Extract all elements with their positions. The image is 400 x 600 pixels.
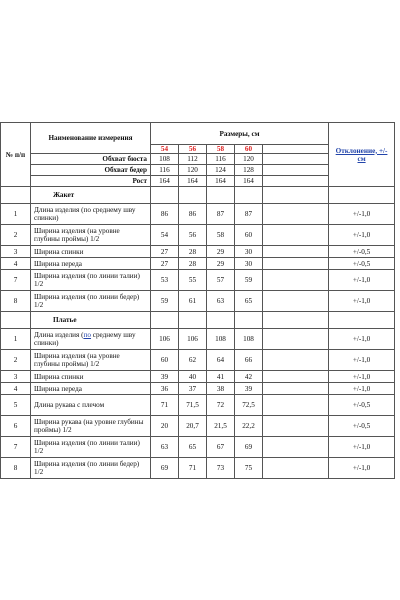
- measurement-value: 20,7: [179, 416, 207, 437]
- deviation-value: +/-1,0: [329, 329, 395, 350]
- param-label: Рост: [31, 176, 151, 187]
- measurement-value: 106: [151, 329, 179, 350]
- empty-cell: [235, 312, 263, 329]
- measurement-value: 39: [151, 371, 179, 383]
- measurement-value: 63: [151, 437, 179, 458]
- param-value: 164: [151, 176, 179, 187]
- measurement-value: 40: [179, 371, 207, 383]
- param-value: 108: [151, 154, 179, 165]
- empty-cell: [151, 187, 179, 204]
- empty-cell: [263, 225, 329, 246]
- row-number: 4: [1, 383, 31, 395]
- row-number: 3: [1, 246, 31, 258]
- measurement-value: 71,5: [179, 395, 207, 416]
- measurement-value: 21,5: [207, 416, 235, 437]
- measurement-value: 106: [179, 329, 207, 350]
- measurement-value: 42: [235, 371, 263, 383]
- measurement-row: [1, 204, 395, 225]
- size-56: 56: [179, 145, 207, 154]
- row-number: 6: [1, 416, 31, 437]
- measurement-value: 20: [151, 416, 179, 437]
- empty-cell: [263, 246, 329, 258]
- measurement-value: 38: [207, 383, 235, 395]
- empty-cell: [207, 312, 235, 329]
- measurement-value: 59: [235, 270, 263, 291]
- empty-cell: [263, 350, 329, 371]
- empty-cell: [151, 312, 179, 329]
- row-number: 1: [1, 329, 31, 350]
- empty-cell: [263, 187, 329, 204]
- empty-cell: [235, 187, 263, 204]
- measurement-name: Ширина изделия (на уровне глубины проймы) 1/2: [31, 350, 151, 371]
- measurement-value: 86: [179, 204, 207, 225]
- row-number: 3: [1, 371, 31, 383]
- measurement-name: Длина рукава с плечом: [31, 395, 151, 416]
- measurement-value: 29: [207, 246, 235, 258]
- measurement-value: 22,2: [235, 416, 263, 437]
- measurement-value: 72: [207, 395, 235, 416]
- measurement-name: Ширина переда: [31, 383, 151, 395]
- empty-cell: [263, 204, 329, 225]
- section-header-row: [1, 312, 395, 329]
- measurement-value: 73: [207, 458, 235, 479]
- measurement-value: 69: [235, 437, 263, 458]
- measurement-name: Ширина изделия (по линии талии) 1/2: [31, 270, 151, 291]
- size-chart-table: [0, 122, 395, 479]
- param-value: 120: [235, 154, 263, 165]
- row-number: 8: [1, 458, 31, 479]
- param-label: Обхват бедер: [31, 165, 151, 176]
- measurement-name: Ширина спинки: [31, 371, 151, 383]
- measurement-value: 59: [151, 291, 179, 312]
- measurement-name-part: среднему шву спинки): [34, 331, 136, 347]
- measurement-value: 75: [235, 458, 263, 479]
- empty-cell: [1, 187, 31, 204]
- size-chart-body: [1, 123, 395, 479]
- measurement-row: [1, 246, 395, 258]
- measurement-value: 41: [207, 371, 235, 383]
- measurement-value: 65: [235, 291, 263, 312]
- measurement-value: 87: [207, 204, 235, 225]
- measurement-row: [1, 371, 395, 383]
- size-58: 58: [207, 145, 235, 154]
- deviation-value: +/-1,0: [329, 291, 395, 312]
- measurement-row: [1, 258, 395, 270]
- param-value: 112: [179, 154, 207, 165]
- empty-cell: [263, 176, 329, 187]
- measurement-value: 53: [151, 270, 179, 291]
- measurement-value: 58: [207, 225, 235, 246]
- empty-cell: [263, 165, 329, 176]
- measurement-value: 63: [207, 291, 235, 312]
- empty-cell: [1, 312, 31, 329]
- empty-cell: [263, 437, 329, 458]
- empty-cell: [263, 458, 329, 479]
- empty-cell: [263, 154, 329, 165]
- measurement-value: 108: [235, 329, 263, 350]
- empty-cell: [263, 258, 329, 270]
- empty-cell: [263, 329, 329, 350]
- section-title: Жакет: [31, 187, 151, 204]
- measurement-value: 30: [235, 258, 263, 270]
- row-number: 2: [1, 350, 31, 371]
- empty-cell: [263, 395, 329, 416]
- row-number: 7: [1, 270, 31, 291]
- empty-cell: [263, 371, 329, 383]
- measurement-name: Ширина изделия (по линии бедер) 1/2: [31, 291, 151, 312]
- measurement-value: 65: [179, 437, 207, 458]
- measurement-value: 62: [179, 350, 207, 371]
- empty-cell: [263, 270, 329, 291]
- measurement-value: 60: [235, 225, 263, 246]
- param-value: 116: [207, 154, 235, 165]
- measurement-row: [1, 437, 395, 458]
- empty-cell: [329, 187, 395, 204]
- deviation-value: +/-1,0: [329, 225, 395, 246]
- empty-cell: [263, 291, 329, 312]
- empty-cell: [329, 312, 395, 329]
- param-value: 116: [151, 165, 179, 176]
- empty-cell: [263, 383, 329, 395]
- measurement-value: 54: [151, 225, 179, 246]
- measurement-name: Длина изделия (по среднему шву спинки): [31, 204, 151, 225]
- measurement-row: [1, 416, 395, 437]
- section-title: Платье: [31, 312, 151, 329]
- measurement-value: 30: [235, 246, 263, 258]
- measurement-value: 66: [235, 350, 263, 371]
- measurement-value: 27: [151, 246, 179, 258]
- deviation-value: +/-1,0: [329, 270, 395, 291]
- measurement-row: [1, 395, 395, 416]
- measurement-value: 28: [179, 246, 207, 258]
- sizes-header: Размеры, см: [151, 123, 329, 145]
- deviation-header-text: Отклонение, +/- см: [335, 146, 388, 163]
- param-value: 120: [179, 165, 207, 176]
- measurement-name: Ширина изделия (на уровне глубины проймы) 1/2: [31, 225, 151, 246]
- measurement-value: 29: [207, 258, 235, 270]
- deviation-header: [329, 123, 395, 187]
- row-number: 5: [1, 395, 31, 416]
- measurement-value: 86: [151, 204, 179, 225]
- measurement-value: 60: [151, 350, 179, 371]
- param-value: 164: [207, 176, 235, 187]
- measurement-name: Ширина переда: [31, 258, 151, 270]
- measurement-row: [1, 383, 395, 395]
- row-number: 4: [1, 258, 31, 270]
- measurement-value: 61: [179, 291, 207, 312]
- empty-cell: [263, 416, 329, 437]
- empty-cell: [179, 187, 207, 204]
- measurement-name: Ширина изделия (по линии талии) 1/2: [31, 437, 151, 458]
- empty-cell: [263, 312, 329, 329]
- param-value: 124: [207, 165, 235, 176]
- measurement-value: 87: [235, 204, 263, 225]
- size-60: 60: [235, 145, 263, 154]
- row-number: 8: [1, 291, 31, 312]
- measurement-row: [1, 225, 395, 246]
- deviation-value: +/-0,5: [329, 416, 395, 437]
- deviation-value: +/-1,0: [329, 437, 395, 458]
- measurement-value: 64: [207, 350, 235, 371]
- row-number: 1: [1, 204, 31, 225]
- measurement-value: 71: [151, 395, 179, 416]
- measurement-name: Ширина рукава (на уровне глубины проймы) 1/2: [31, 416, 151, 437]
- measurement-value: 55: [179, 270, 207, 291]
- measurement-value: 57: [207, 270, 235, 291]
- measurement-row: [1, 458, 395, 479]
- deviation-value: +/-1,0: [329, 371, 395, 383]
- measurement-value: 36: [151, 383, 179, 395]
- deviation-value: +/-1,0: [329, 458, 395, 479]
- measurement-value: 67: [207, 437, 235, 458]
- measurement-value: 27: [151, 258, 179, 270]
- measurement-name: Ширина спинки: [31, 246, 151, 258]
- section-header-row: [1, 187, 395, 204]
- measurement-value: 37: [179, 383, 207, 395]
- deviation-value: +/-1,0: [329, 350, 395, 371]
- param-value: 164: [235, 176, 263, 187]
- measurement-row: [1, 350, 395, 371]
- param-value: 164: [179, 176, 207, 187]
- measurement-value: 56: [179, 225, 207, 246]
- deviation-value: +/-0,5: [329, 246, 395, 258]
- measurement-value: 108: [207, 329, 235, 350]
- row-number: 2: [1, 225, 31, 246]
- deviation-value: +/-1,0: [329, 383, 395, 395]
- measurement-row: [1, 291, 395, 312]
- size-chart-document: [0, 122, 394, 479]
- empty-cell: [179, 312, 207, 329]
- measurement-value: 71: [179, 458, 207, 479]
- empty-cell: [207, 187, 235, 204]
- measurement-value: 39: [235, 383, 263, 395]
- empty-cell: [263, 145, 329, 154]
- measurement-value: 69: [151, 458, 179, 479]
- deviation-value: +/-0,5: [329, 395, 395, 416]
- measurement-row: [1, 270, 395, 291]
- deviation-value: +/-1,0: [329, 204, 395, 225]
- param-value: 128: [235, 165, 263, 176]
- measurement-value: 72,5: [235, 395, 263, 416]
- measurement-name: [31, 329, 151, 350]
- measurement-row: [1, 329, 395, 350]
- measurement-name-part: Длина изделия (: [34, 331, 84, 339]
- measurement-value: 28: [179, 258, 207, 270]
- num-header: № п/п: [1, 123, 31, 187]
- size-54: 54: [151, 145, 179, 154]
- measurement-name-link: по: [83, 331, 91, 339]
- measurement-name: Ширина изделия (по линии бедер) 1/2: [31, 458, 151, 479]
- row-number: 7: [1, 437, 31, 458]
- param-label: Обхват бюста: [31, 154, 151, 165]
- name-header: Наименование измерения: [31, 123, 151, 154]
- deviation-value: +/-0,5: [329, 258, 395, 270]
